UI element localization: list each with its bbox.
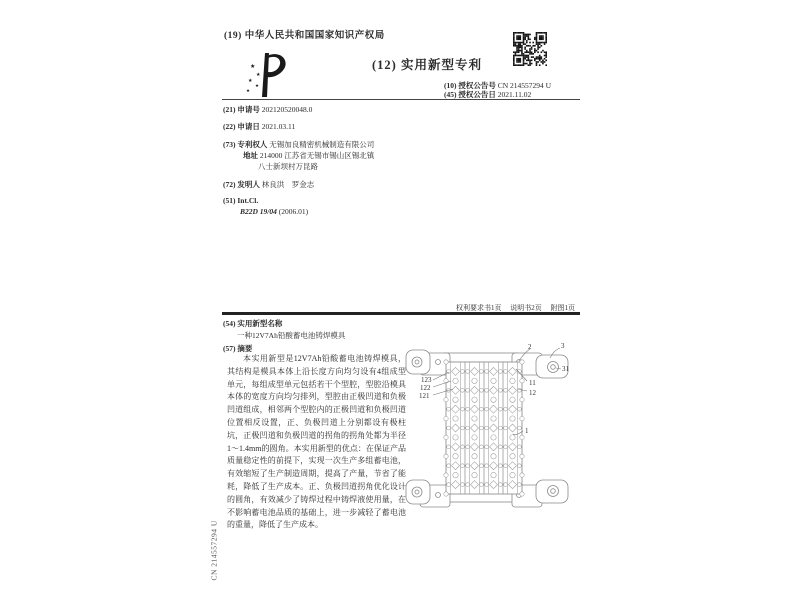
figure-label-2: 2 [528, 343, 532, 351]
figure-label-3: 3 [561, 342, 565, 350]
publication-date-label: (45) 授权公告日 [444, 90, 496, 99]
patentee-row [223, 139, 374, 150]
issuing-office: (19) 中华人民共和国国家知识产权局 [224, 31, 385, 41]
invention-title: 一种12V7Ah铅酸蓄电池铸焊模具 [237, 331, 346, 340]
figure-label-11: 11 [529, 379, 536, 387]
figure-label-123: 123 [421, 376, 432, 384]
address-row [243, 150, 374, 161]
mold-cavity-grid [444, 360, 524, 496]
patentee-label: (73) 专利权人 [223, 140, 268, 149]
svg-text:★: ★ [248, 79, 253, 84]
publication-number-value: CN 214557294 U [497, 81, 552, 90]
barcode-2d-icon [513, 32, 547, 66]
svg-text:★: ★ [250, 64, 256, 70]
description-pages: 说明书2页 [510, 304, 542, 312]
address-value: 214000 江苏省无锡市锡山区锡北镇 [259, 151, 375, 160]
drawings-pages: 附图1页 [550, 304, 575, 312]
cnipa-logo-icon [242, 52, 292, 98]
title-section-label: (54) 实用新型名称 [223, 319, 283, 328]
figure-label-1: 1 [525, 427, 529, 435]
figure-label-122: 122 [420, 384, 431, 392]
side-publication-number: CN 214557294 U [209, 520, 219, 581]
application-date-row [223, 121, 295, 132]
patentee-value: 无锡加良精密机械制造有限公司 [269, 140, 375, 149]
svg-text:★: ★ [246, 88, 251, 93]
inventor-row [223, 179, 314, 190]
intcl-row [223, 196, 258, 205]
intcl-class-value: B22D 19/04 [240, 207, 277, 216]
figure-label-12: 12 [529, 389, 536, 397]
claims-pages: 权利要求书1页 [456, 304, 502, 312]
patent-figure [404, 341, 586, 513]
intcl-label: (51) Int.Cl. [223, 196, 259, 205]
application-number-row [223, 104, 312, 115]
intcl-edition-value: (2006.01) [278, 207, 309, 216]
abstract-text: 本实用新型是12V7Ah铅酸蓄电池铸焊模具，其结构是模具本体上沿长度方向均匀设有4组成型单元，每组成型单元包括若干个型腔，型腔沿模具本体的宽度方向均匀排列，型腔由正极凹道和负极凹道组成，相邻两个型腔内的正极凹道和负极凹道位置相反设置，正、负极凹道上分别都设有极柱坑，正极凹道和负极凹道的拐角的拐角处都为半径1～1.4mm的圆角。本实用新型的优点：在保证产品质量稳定性的前提下，实现一次生产多组蓄电池，有效缩短了生产制造周期，提高了产量，节省了能耗，降低了生产成本。正、负极凹道拐角优化设计的圆角，有效减少了铸焊过程中铸焊液使用量，在不影响蓄电池品质的基础上，进一步减轻了蓄电池的重量，降低了生产成本。 [227, 354, 406, 530]
address-row-2: 八士新坝村万昆路 [258, 162, 318, 171]
publication-date-value: 2021.11.02 [497, 90, 532, 99]
application-number-label: (21) 申请号 [223, 105, 260, 114]
application-number-value: 202120520048.0 [261, 105, 313, 114]
header-divider [222, 99, 580, 100]
figure-label-121: 121 [419, 392, 430, 400]
address-label: 地址 [243, 151, 258, 160]
inventor-label: (72) 发明人 [223, 180, 260, 189]
svg-text:★: ★ [256, 73, 261, 78]
figure-label-31: 31 [562, 365, 569, 373]
application-date-value: 2021.03.11 [261, 122, 296, 131]
inventor-value: 林良洪 罗金志 [261, 180, 315, 189]
section-divider [222, 312, 580, 315]
publication-number-label: (10) 授权公告号 [444, 81, 496, 90]
intcl-class-row [240, 207, 308, 216]
svg-text:★: ★ [255, 83, 260, 88]
application-date-label: (22) 申请日 [223, 122, 260, 131]
document-type-title: (12) 实用新型专利 [372, 58, 482, 72]
abstract-section-label: (57) 摘要 [223, 344, 253, 353]
mold-top-bar [444, 353, 518, 362]
